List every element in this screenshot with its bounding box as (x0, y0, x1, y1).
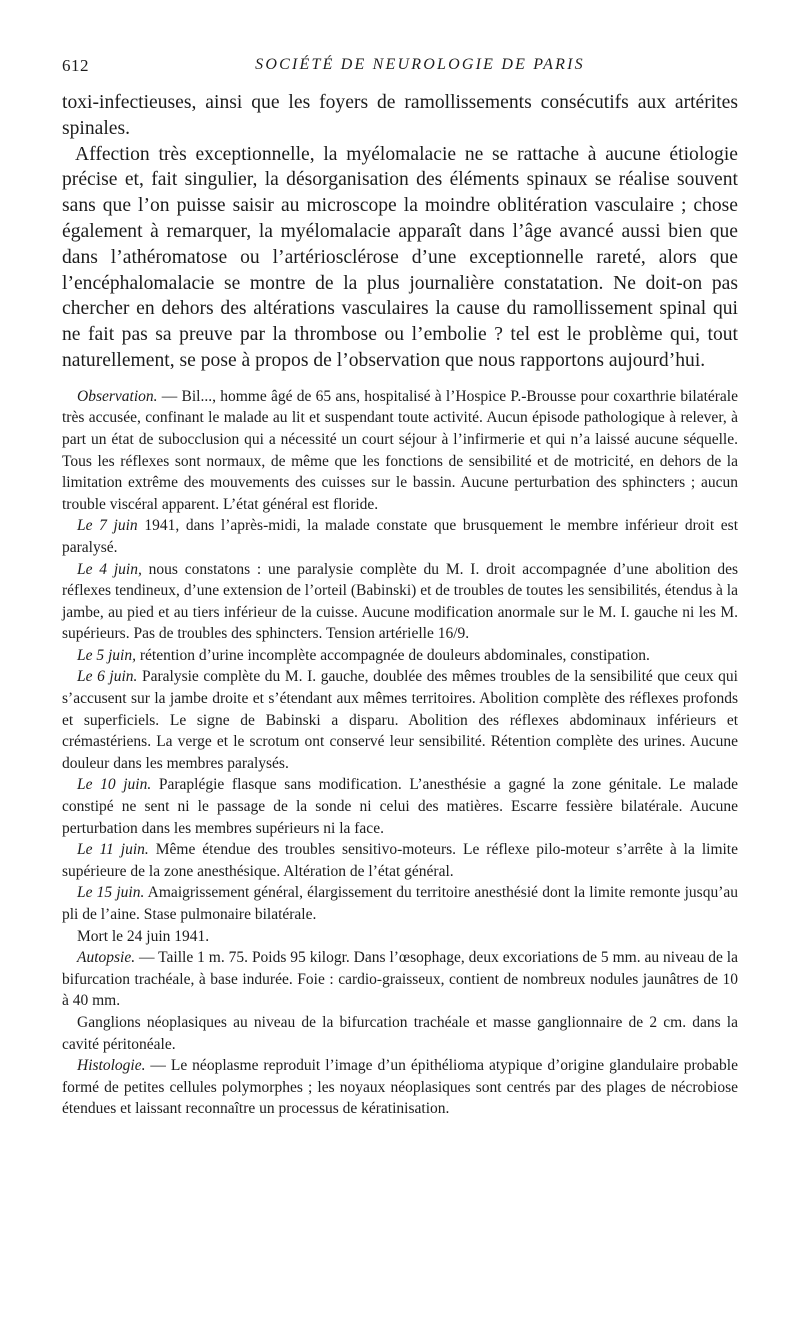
running-title: SOCIÉTÉ DE NEUROLOGIE DE PARIS (255, 56, 585, 73)
paragraph-label: Le 7 juin (77, 517, 138, 535)
paragraph-text: — Bil..., homme âgé de 65 ans, hospitalisé à l’Hospice P.-Brousse pour coxarthrie bilatérale très accusée, confinant le malade au lit et suspendant toute activité. Aucun épisode pathologique à relever, à part un état de subocclusion qui a nécessité un court séjour à l’infirmerie et qui n’a laissé aucune séquelle. Tous les réflexes sont normaux, de même que les fonctions de sensibilité et de motricité, en dehors de la limitation extrême des mouvements des cuisses sur le bassin. Aucune perturbation des sphincters ; aucun trouble viscéral apparent. L’état général est floride. (62, 387, 738, 513)
paragraph-text: Paraplégie flasque sans modification. L’anesthésie a gagné la zone génitale. Le malade constipé ne sent ni le passage de la sonde ni celui des matières. Escarre fessière bilatérale. Aucune perturbation dans les membres supérieurs ni la face. (62, 776, 738, 837)
paragraph-text: — Taille 1 m. 75. Poids 95 kilogr. Dans l’œsophage, deux excoriations de 5 mm. au niveau de la bifurcation trachéale, à base indurée. Foie : cardio-graisseux, contient de nombreux nodules jaunâtres de 10 à 40 mm. (62, 949, 738, 1010)
paragraph-text: Mort le 24 juin 1941. (77, 927, 210, 945)
observation-paragraph (62, 1012, 738, 1055)
intro-section (62, 90, 738, 374)
paragraph-text: Amaigrissement général, élargissement du territoire anesthésié dont la limite remonte jusqu’au pli de l’aine. Stase pulmonaire bilatérale. (62, 884, 738, 924)
paragraph-text: 1941, dans l’après-midi, la malade constate que brusquement le membre inférieur droit est paralysé. (62, 517, 738, 556)
observation-paragraph (62, 515, 738, 558)
observation-paragraph (62, 947, 738, 1012)
observation-paragraph (62, 839, 738, 882)
observation-paragraph (62, 774, 738, 839)
observation-section (62, 386, 738, 1120)
intro-paragraph: toxi-infectieuses, ainsi que les foyers de ramollissements consécutifs aux artérites spinales. (62, 92, 738, 139)
paragraph-label: Le 5 juin, (77, 646, 136, 664)
paragraph-text: Ganglions néoplasiques au niveau de la bifurcation trachéale et masse ganglionnaire de 2 cm. dans la cavité péritonéale. (62, 1013, 738, 1053)
paragraph-label: Le 4 juin, (77, 560, 142, 578)
observation-paragraph (62, 559, 738, 645)
paragraph-label: Autopsie. (77, 949, 136, 967)
observation-paragraph (62, 1055, 738, 1120)
observation-paragraph (62, 386, 738, 516)
paragraph-text: nous constatons : une paralysie complète du M. I. droit accompagnée d’une abolition des réflexes tendineux, d’une extension de l’orteil (Babinski) et de troubles de toutes les sensibilités, étendus à la jambe, au pied et au tiers inférieur de la cuisse. Aucune modification anormale sur le M. I. gauche ni les M. supérieurs. Pas de troubles des sphincters. Tension artérielle 16/9. (62, 560, 738, 643)
paragraph-label: Le 6 juin. (77, 668, 138, 686)
observation-paragraph (62, 645, 738, 667)
paragraph-text: Paralysie complète du M. I. gauche, doublée des mêmes troubles de la sensibilité que ceux qui s’accusent sur la jambe droite et s’étendant aux mêmes territoires. Abolition complète des réflexes profonds et superficiels. Le signe de Babinski a disparu. Abolition des réflexes abdominaux inférieurs et crémastériens. La verge et le scrotum ont conservé leur sensibilité. Rétention complète des urines. Aucune douleur dans les membres paralysés. (62, 668, 738, 772)
paragraph-text: Même étendue des troubles sensitivo-moteurs. Le réflexe pilo-moteur s’arrête à la limite supérieure de la zone anesthésique. Altération de l’état général. (62, 841, 738, 880)
paragraph-label: Le 11 juin. (77, 841, 149, 859)
paragraph-label: Le 15 juin. (77, 884, 145, 902)
paragraph-text: — Le néoplasme reproduit l’image d’un épithélioma atypique d’origine glandulaire probable formé de petites cellules polymorphes ; les noyaux néoplasiques sont centrés par des plages de nécrobiose étendues et laissant reconnaître un processus de kératinisation. (62, 1057, 738, 1118)
intro-paragraph: Affection très exceptionnelle, la myélomalacie ne se rattache à aucune étiologie précise et, fait singulier, la désorganisation des éléments spinaux se réalise souvent sans que l’on puisse saisir au microscope la moindre oblitération vasculaire ; chose également à remarquer, la myélomalacie apparaît dans l’âge avancé aussi bien que dans l’athéromatose ou l’artériosclérose d’une exceptionnelle rareté, alors que l’encéphalomalacie se montre de la plus journalière constatation. Ne doit-on pas chercher en dehors des altérations vasculaires la cause du ramollissement spinal qui ne fait pas sa preuve par la thrombose ou l’embolie ? tel est le problème qui, tout naturellement, se pose à propos de l’observation que nous rapportons aujourd’hui. (62, 143, 738, 371)
page-header (62, 52, 738, 82)
observation-paragraph (62, 666, 738, 774)
page-body (62, 90, 738, 1120)
paragraph-label: Observation. (77, 387, 158, 405)
observation-paragraph (62, 882, 738, 925)
paragraph-label: Histologie. (77, 1057, 146, 1075)
paragraph-label: Le 10 juin. (77, 776, 152, 794)
paragraph-text: rétention d’urine incomplète accompagnée de douleurs abdominales, constipation. (136, 646, 650, 664)
observation-paragraph (62, 926, 738, 948)
page-number: 612 (62, 56, 89, 75)
